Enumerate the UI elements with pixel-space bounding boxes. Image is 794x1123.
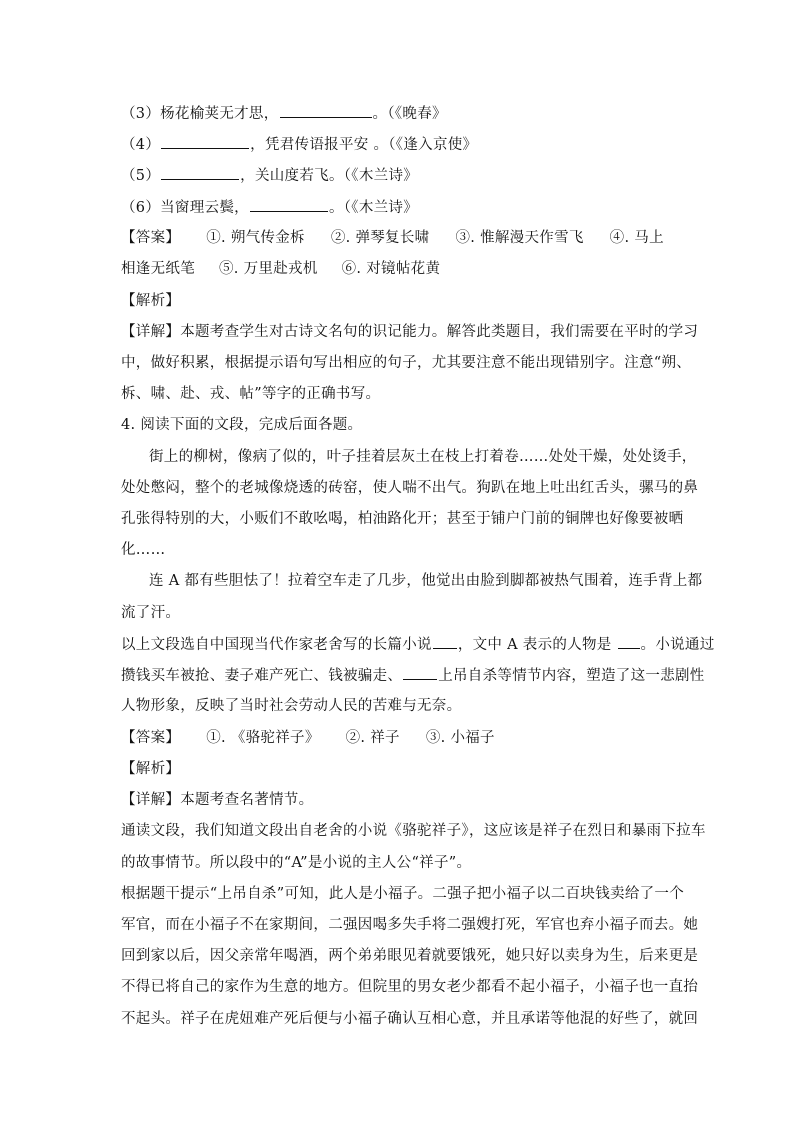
answer-row-1 (121, 228, 681, 248)
analysis-label: 【解析】 (121, 293, 181, 309)
answer-item: ④. 马上 (609, 230, 664, 246)
line-5-suffix: ，关山度若飞。（《木兰诗》 (240, 168, 419, 184)
detail-line: 【详解】本题考查学生对古诗文名句的识记能力。解答此类题目，我们需要在平时的学习 (121, 324, 699, 340)
answer-blank (433, 634, 457, 649)
answer-item: ⑥. 对镜帖花黄 (341, 261, 441, 277)
line-5-prefix: （5） (121, 168, 161, 184)
question-line-5 (121, 165, 681, 186)
question-4-title: 4. 阅读下面的文段，完成后面各题。 (121, 417, 363, 433)
line-6-prefix: （6）当窗理云鬓， (121, 200, 249, 216)
answer-blank (403, 665, 437, 680)
line-6-suffix: 。（《木兰诗》 (328, 200, 419, 216)
question-text: 攒钱买车被抢、妻子难产死亡、钱被骗走、 (121, 668, 403, 684)
answer-blank (280, 103, 372, 118)
answer-row-2 (121, 259, 681, 279)
question-line-6 (121, 197, 681, 218)
detail-line: 不起头。祥子在虎妞难产死后便与小福子确认互相心意，并且承诺等他混的好些了，就回 (121, 1011, 699, 1027)
passage-line: 街上的柳树，像病了似的，叶子挂着层灰土在枝上打着卷……处处干燥，处处烫手， (149, 449, 697, 465)
answer-blank (618, 634, 640, 649)
detail-line: 柝、啸、赴、戎、帖”等字的正确书写。 (121, 386, 381, 402)
question-text-line-1 (121, 634, 715, 655)
detail-line: 不得已将自己的家作为生意的地方。但院里的男女老少都看不起小福子，小福子也一直抬 (121, 979, 699, 995)
passage-line: 连 A 都有些胆怯了！拉着空车走了几步，他觉出由脸到脚都被热气围着，连手背上都 (149, 573, 703, 589)
answer-item: ②. 弹琴复长啸 (330, 230, 430, 246)
answer-item: ③. 惟解漫天作雪飞 (455, 230, 584, 246)
answer-item: ②. 祥子 (345, 730, 400, 746)
question-line-4 (121, 134, 681, 155)
detail-line: 通读文段，我们知道文段出自老舍的小说《骆驼祥子》，这应该是祥子在烈日和暴雨下拉车 (121, 823, 706, 839)
detail-line: 军官，而在小福子不在家期间，二强因喝多失手将二强嫂打死，军官也弃小福子而去。她 (121, 917, 699, 933)
passage-line: 化…… (121, 542, 166, 558)
detail-title: 【详解】本题考查名著情节。 (121, 792, 314, 808)
question-text-line-3: 人物形象，反映了当时社会劳动人民的苦难与无奈。 (121, 698, 462, 714)
answer-blank (161, 134, 249, 149)
passage-line: 处处憋闷，整个的老城像烧透的砖窑，使人喘不出气。狗趴在地上吐出红舌头，骡马的鼻 (121, 480, 699, 496)
question-line-3 (121, 103, 681, 124)
question-text-line-2 (121, 665, 705, 686)
answer-item: 相逢无纸笔 (121, 261, 195, 277)
line-3-prefix: （3）杨花榆荚无才思， (121, 106, 279, 122)
answer-item: ①. 朔气传金柝 (206, 230, 305, 246)
analysis-label: 【解析】 (121, 761, 181, 777)
detail-line: 根据题干提示“上吊自杀”可知，此人是小福子。二强子把小福子以二百块钱卖给了一个 (121, 886, 685, 902)
answer-item: ③. 小福子 (425, 730, 495, 746)
question-text: 以上文段选自中国现当代作家老舍写的长篇小说 (121, 637, 432, 653)
answer-row (121, 728, 681, 748)
passage-line: 流了汗。 (121, 605, 181, 621)
line-4-prefix: （4） (121, 137, 161, 153)
line-4-suffix: ，凭君传语报平安 。（《逢入京使》 (250, 137, 478, 153)
detail-line: 回到家以后，因父亲常年喝酒，两个弟弟眼见着就要饿死，她只好以卖身为生，后来更是 (121, 948, 699, 964)
question-text: ，文中 A 表示的人物是 (457, 637, 617, 653)
answer-blank (161, 165, 239, 180)
detail-line: 的故事情节。所以段中的“A”是小说的主人公“祥子”。 (121, 855, 472, 871)
passage-line: 孔张得特别的大，小贩们不敢吆喝，柏油路化开；甚至于铺户门前的铜牌也好像要被晒 (121, 511, 684, 527)
answer-blank (250, 197, 328, 212)
detail-line: 中，做好积累，根据提示语句写出相应的句子，尤其要注意不能出现错别字。注意“朔、 (121, 355, 692, 371)
answer-label: 【答案】 (121, 230, 181, 246)
answer-item: ①. 《骆驼祥子》 (206, 730, 320, 746)
answer-item: ⑤. 万里赴戎机 (219, 261, 318, 277)
answer-label: 【答案】 (121, 730, 181, 746)
question-text: 。小说通过 (640, 637, 715, 653)
question-text: 上吊自杀等情节内容，塑造了这一悲剧性 (438, 668, 705, 684)
line-3-suffix: 。（《晚春》 (372, 106, 447, 122)
